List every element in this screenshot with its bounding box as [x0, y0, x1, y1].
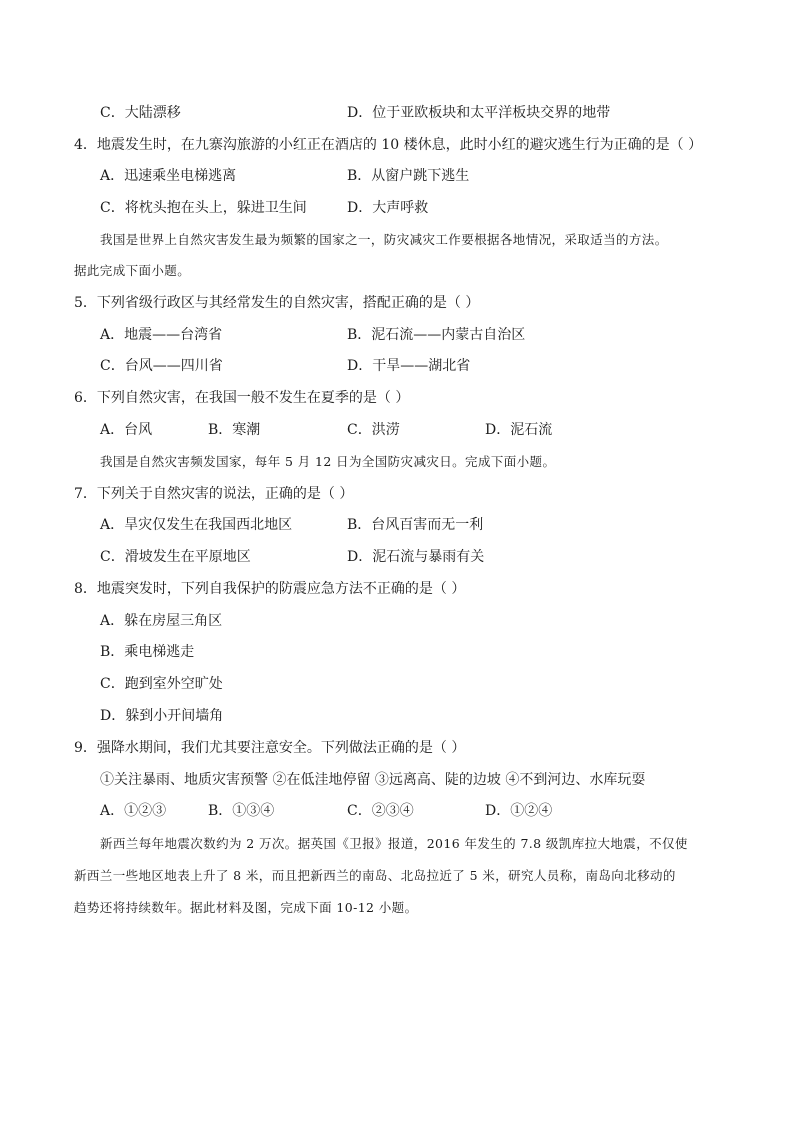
q6-stem: 6．下列自然灾害，在我国一般不发生在夏季的是（ ）	[74, 390, 410, 406]
q3-option-d: D．位于亚欧板块和太平洋板块交界的地带	[347, 105, 611, 121]
material2-line1: 我国是自然灾害频发国家，每年 5 月 12 日为全国防灾减灾日。完成下面小题。	[100, 454, 556, 469]
q9-option-a: A．①②③	[100, 803, 167, 819]
q8-option-c: C．跑到室外空旷处	[100, 676, 223, 692]
q5-option-b: B．泥石流——内蒙古自治区	[347, 327, 526, 343]
material3-line2: 新西兰一些地区地表上升了 8 米，而且把新西兰的南岛、北岛拉近了 5 米，研究人员称，南岛向北移动的	[74, 868, 676, 883]
q6-option-b: B．寒潮	[208, 422, 261, 438]
q7-option-d: D．泥石流与暴雨有关	[347, 549, 485, 565]
material3-line3: 趋势还将持续数年。据此材料及图，完成下面 10-12 小题。	[74, 900, 418, 915]
q5-option-a: A．地震——台湾省	[100, 327, 223, 343]
q9-option-d: D．①②④	[485, 803, 553, 819]
q4-option-c: C．将枕头抱在头上，躲进卫生间	[100, 200, 307, 216]
q8-option-a: A．躲在房屋三角区	[100, 613, 223, 629]
q9-option-b: B．①③④	[208, 803, 275, 819]
q9-stem: 9．强降水期间，我们尤其要注意安全。下列做法正确的是（ ）	[74, 740, 466, 756]
q4-option-a: A．迅速乘坐电梯逃离	[100, 168, 237, 184]
q7-option-a: A．旱灾仅发生在我国西北地区	[100, 517, 293, 533]
q9-option-c: C．②③④	[347, 803, 414, 819]
q6-option-a: A．台风	[100, 422, 153, 438]
q8-stem: 8．地震突发时，下列自我保护的防震应急方法不正确的是（ ）	[74, 581, 466, 597]
q5-option-c: C．台风——四川省	[100, 358, 223, 374]
q7-option-c: C．滑坡发生在平原地区	[100, 549, 251, 565]
q5-stem: 5．下列省级行政区与其经常发生的自然灾害，搭配正确的是（ ）	[74, 295, 480, 311]
q4-stem: 4．地震发生时，在九寨沟旅游的小红正在酒店的 10 楼休息，此时小红的避灾逃生行为正确的是（ ）	[74, 137, 703, 153]
material1-line1: 我国是世界上自然灾害发生最为频繁的国家之一，防灾减灾工作要根据各地情况，采取适当的方法。	[100, 232, 668, 247]
q6-option-d: D．泥石流	[485, 422, 553, 438]
q3-option-c: C．大陆漂移	[100, 105, 181, 121]
q7-option-b: B．台风百害而无一利	[347, 517, 484, 533]
q9-items: ①关注暴雨、地质灾害预警 ②在低洼地停留 ③远离高、陡的边坡 ④不到河边、水库玩耍	[100, 772, 646, 788]
q4-option-d: D．大声呼救	[347, 200, 429, 216]
material1-line2: 据此完成下面小题。	[74, 263, 191, 278]
material3-line1: 新西兰每年地震次数约为 2 万次。据英国《卫报》报道，2016 年发生的 7.8 级凯库拉大地震，不仅使	[100, 836, 688, 851]
q7-stem: 7．下列关于自然灾害的说法，正确的是（ ）	[74, 486, 354, 502]
q6-option-c: C．洪涝	[347, 422, 400, 438]
q8-option-b: B．乘电梯逃走	[100, 644, 195, 660]
q4-option-b: B．从窗户跳下逃生	[347, 168, 470, 184]
q5-option-d: D．干旱——湖北省	[347, 358, 471, 374]
q8-option-d: D．躲到小开间墙角	[100, 708, 224, 724]
